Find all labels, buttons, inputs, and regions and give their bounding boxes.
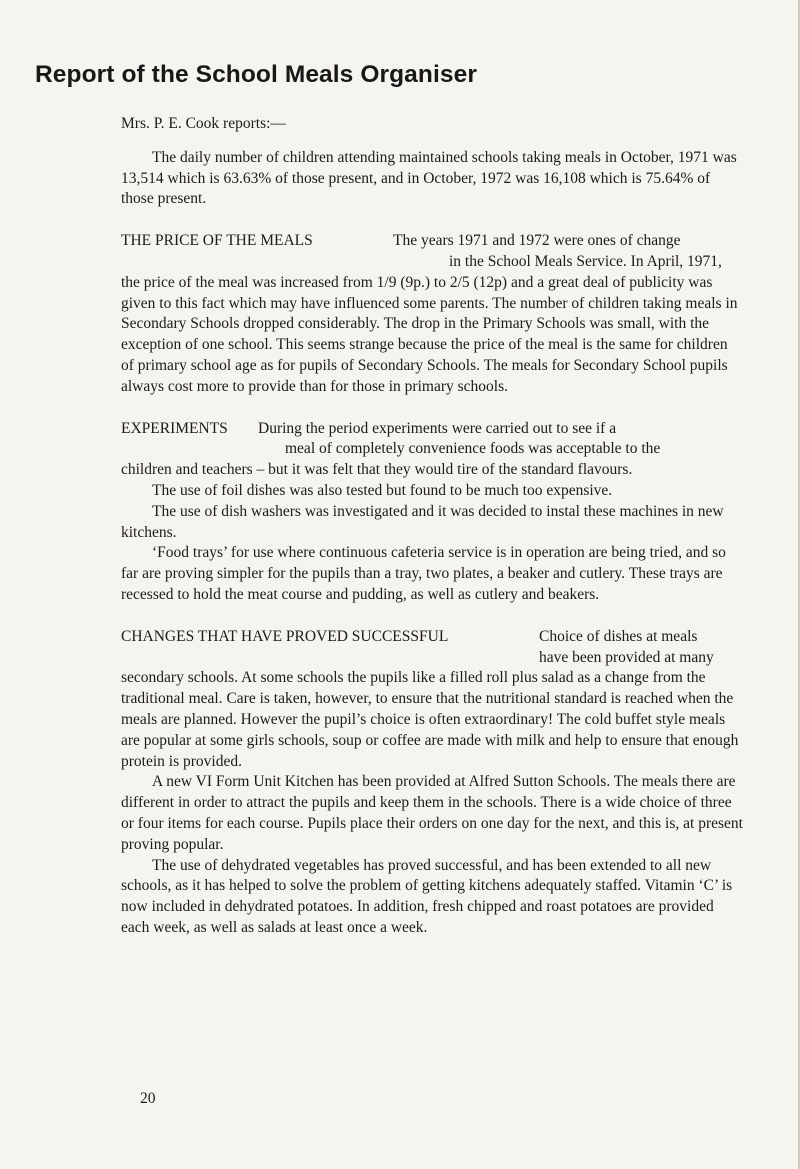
changes-hanging-line: have been provided at many <box>539 648 714 666</box>
reporter-line: Mrs. P. E. Cook reports:— <box>121 115 286 132</box>
page-number: 20 <box>140 1090 156 1107</box>
experiments-foil-paragraph: The use of foil dishes was also tested but found to be much too expensive. <box>152 481 613 499</box>
changes-section-headline <box>121 627 743 648</box>
price-hanging-line: in the School Meals Service. In April, 1971, <box>449 252 722 270</box>
price-paragraph: the price of the meal was increased from 1/9 (9p.) to 2/5 (12p) and a great deal of publicity was given to this fact which may have influenced some parents. The number of children taking meals in Secondary Schools dropped considerably. The drop in the Primary Schools was small, with the exception of one school. This seems strange because the price of the meal is the same for children of primary school age as for pupils of Secondary Schools. The meals for Secondary School pupils always cost more to provide than for those in primary schools. <box>121 273 738 395</box>
changes-dehydrated-vegetables-paragraph: The use of dehydrated vegetables has proved successful, and has been extended to all new schools, as it has helped to solve the problem of getting kitchens adequately staffed. Vitamin ‘C’ is now included in dehydrated potatoes. In addition, fresh chipped and roast potatoes are provided each week, as well as salads at least once a week. <box>121 856 733 936</box>
report-title: Report of the School Meals Organiser <box>35 61 477 88</box>
experiments-dishwasher-paragraph: The use of dish washers was investigated and it was decided to instal these machines in new kitchens. <box>121 502 724 541</box>
experiments-hanging-line: meal of completely convenience foods was acceptable to the <box>285 440 661 458</box>
report-body <box>121 114 743 939</box>
experiments-food-trays-paragraph: ‘Food trays’ for use where continuous cafeteria service is in operation are being tried, and so far are proving simpler for the pupils than a tray, two plates, a beaker and cutlery. These trays are recessed to hold the meat course and pudding, as well as cutlery and beakers. <box>121 544 726 603</box>
intro-paragraph: The daily number of children attending maintained schools taking meals in October, 1971 was 13,514 which is 63.63% of those present, and in October, 1972 was 16,108 which is 75.64% of those present. <box>121 148 737 208</box>
price-section-heading: THE PRICE OF THE MEALS <box>121 232 313 250</box>
experiments-section-heading: EXPERIMENTS <box>121 419 228 437</box>
price-first-line: The years 1971 and 1972 were ones of change <box>393 232 681 250</box>
experiments-first-line: During the period experiments were carried out to see if a <box>258 419 617 437</box>
changes-section-heading: CHANGES THAT HAVE PROVED SUCCESSFUL <box>121 627 449 645</box>
price-section-headline <box>121 231 743 252</box>
changes-sixth-form-paragraph: A new VI Form Unit Kitchen has been provided at Alfred Sutton Schools. The meals there are different in order to attract the pupils and keep them in the schools. There is a wide choice of three or four items for each course. Pupils place their orders on one day for the next, and this is, at present proving popular. <box>121 773 743 853</box>
changes-paragraph: secondary schools. At some schools the pupils like a filled roll plus salad as a change from the traditional meal. Care is taken, however, to ensure that the nutritional standard is reached when the meals are planned. However the pupil’s choice is often extraordinary! The cold buffet style meals are popular at some girls schools, soup or coffee are made with milk and help to ensure that enough protein is provided. <box>121 669 739 770</box>
changes-first-line: Choice of dishes at meals <box>539 627 698 645</box>
experiments-section-headline <box>121 419 743 440</box>
experiments-paragraph: children and teachers – but it was felt that they would tire of the standard flavours. <box>121 461 633 479</box>
